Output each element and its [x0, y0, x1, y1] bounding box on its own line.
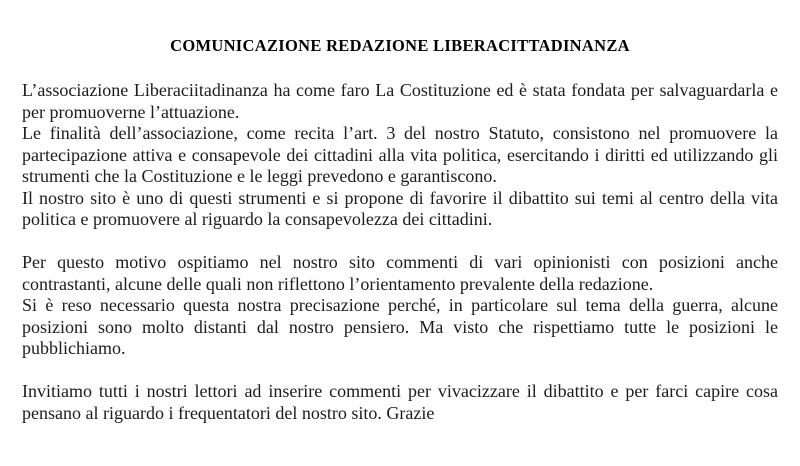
paragraph-block-3: [22, 381, 778, 424]
paragraph-sentence: Si è reso necessario questa nostra precisazione perché, in particolare sul tema della guerra, alcune posizioni sono molto distanti dal nostro pensiero. Ma visto che rispettiamo tutte le posizioni le pubblichiamo.: [22, 295, 778, 358]
document-title: COMUNICAZIONE REDAZIONE LIBERACITTADINANZA: [170, 36, 630, 55]
paragraph-sentence: L’associazione Liberaciitadinanza ha come faro La Costituzione ed è stata fondata per salvaguardarla e per promuoverne l’attuazione.: [22, 80, 778, 122]
document-body: [22, 80, 778, 424]
paragraph-sentence: Le finalità dell’associazione, come recita l’art. 3 del nostro Statuto, consistono nel promuovere la partecipazione attiva e consapevole dei cittadini alla vita politica, esercitando i diritti ed utilizzando gli strumenti che la Costituzione e le leggi prevedono e garantiscono.: [22, 123, 778, 186]
paragraph-sentence: Per questo motivo ospitiamo nel nostro sito commenti di vari opinionisti con posizioni anche contrastanti, alcune delle quali non riflettono l’orientamento prevalente della redazione.: [22, 252, 778, 294]
paragraph-block-1: [22, 80, 778, 231]
paragraph-block-2: [22, 252, 778, 360]
paragraph-sentence: Invitiamo tutti i nostri lettori ad inserire commenti per vivacizzare il dibattito e per farci capire cosa pensano al riguardo i frequentatori del nostro sito. Grazie: [22, 381, 778, 423]
paragraph-sentence: Il nostro sito è uno di questi strumenti e si propone di favorire il dibattito sui temi al centro della vita politica e promuovere al riguardo la consapevolezza dei cittadini.: [22, 187, 778, 229]
